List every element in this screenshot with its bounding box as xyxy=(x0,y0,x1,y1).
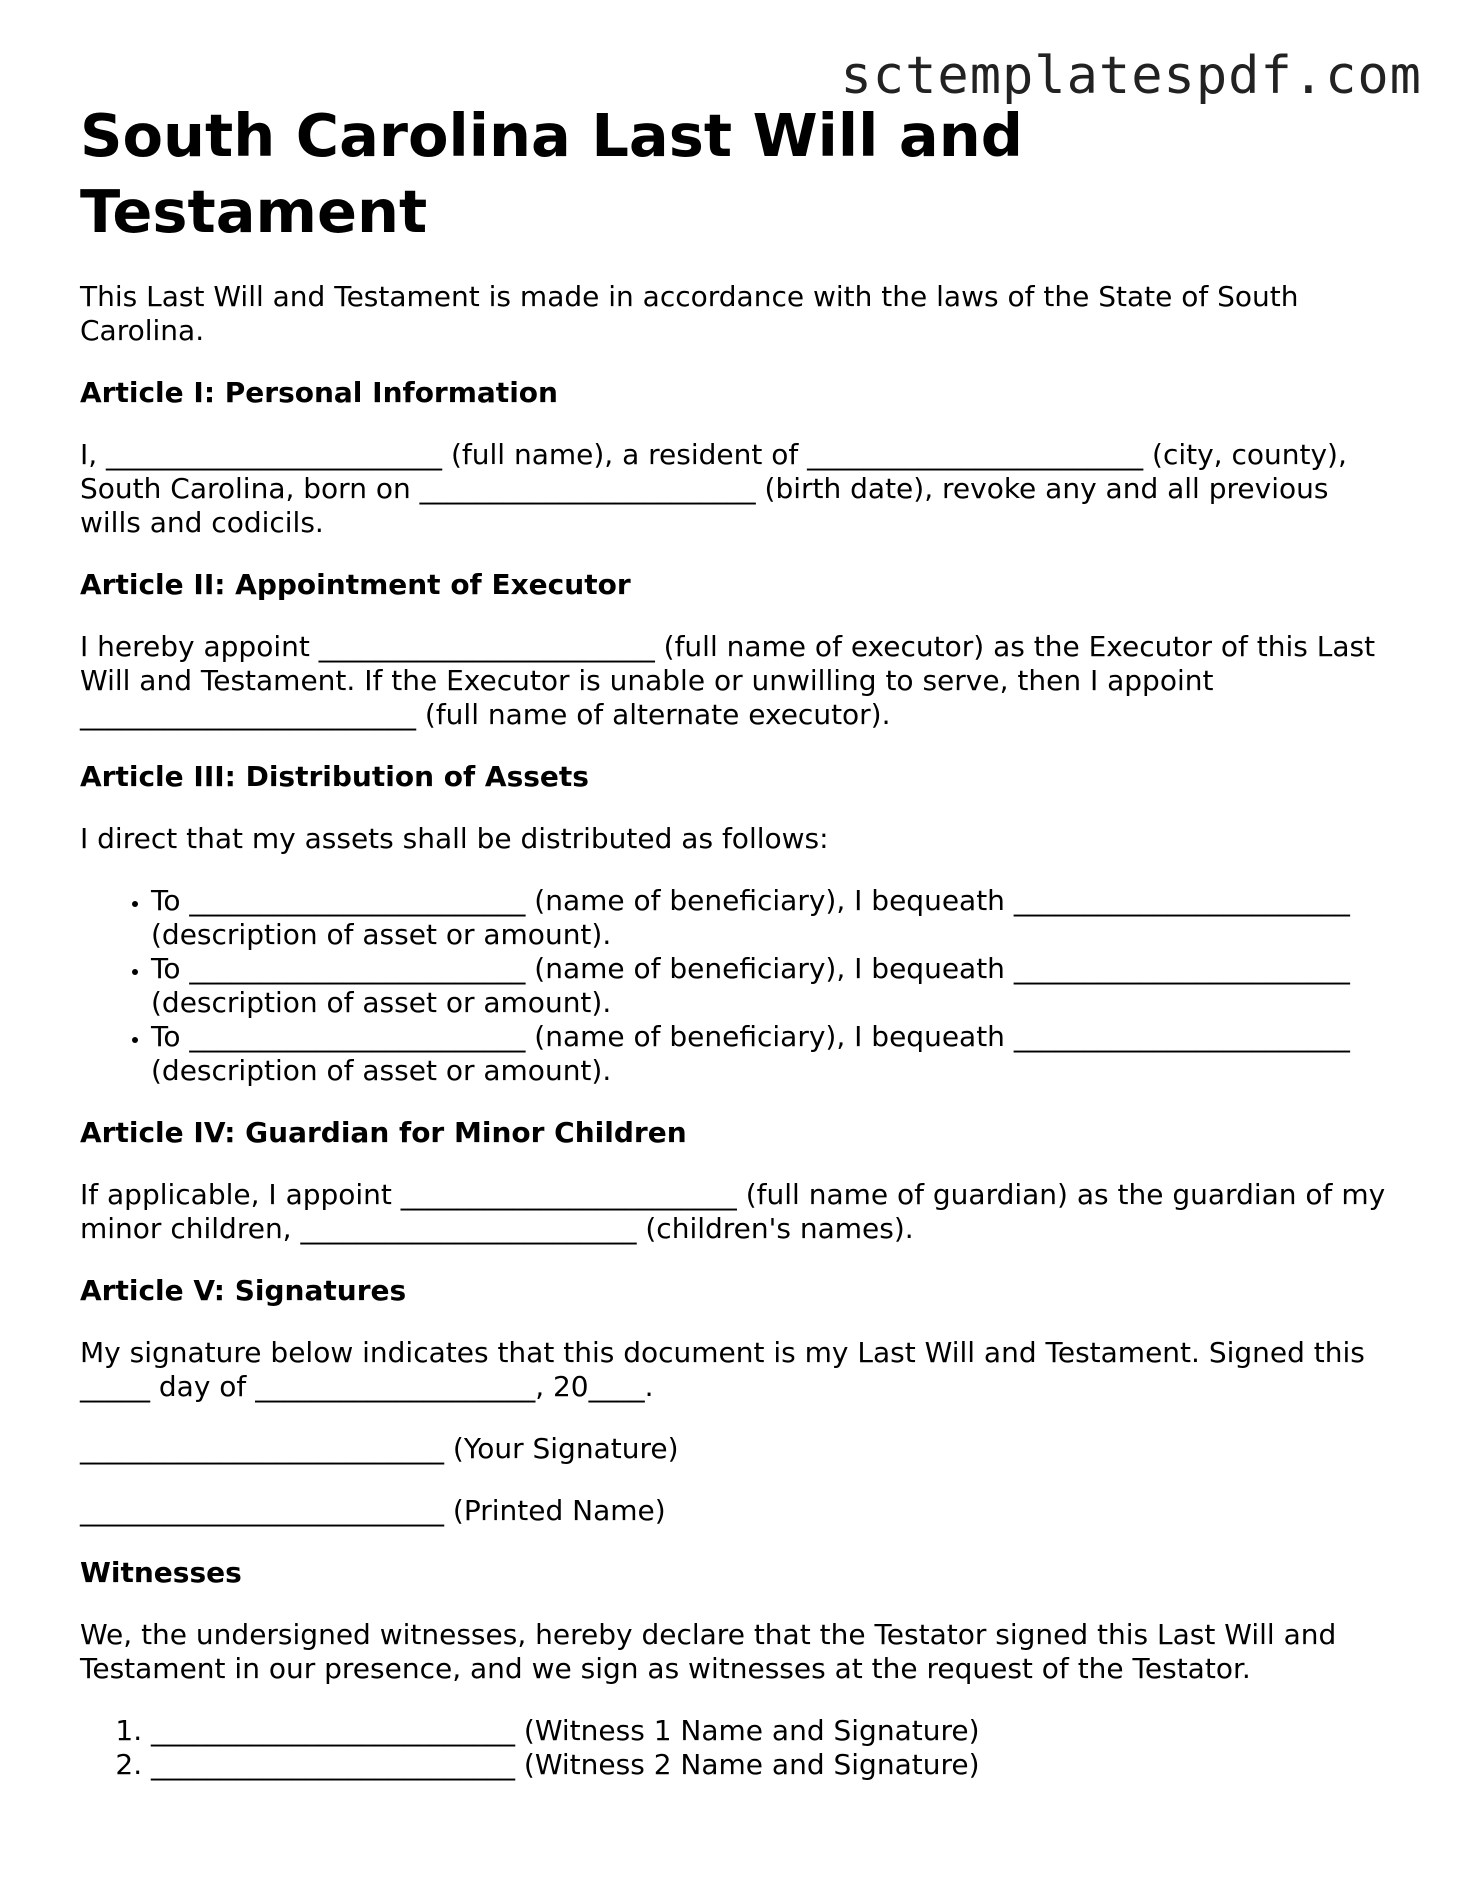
article-2-heading: Article II: Appointment of Executor xyxy=(80,568,631,601)
article-3-text: I direct that my assets shall be distributed as follows: xyxy=(80,822,829,855)
beneficiary-item: • To ________________________ (name of beneficiary), I bequeath ________________________ (description of asset or amount). xyxy=(151,952,1390,1020)
document-page xyxy=(80,98,1390,1810)
article-1-heading: Article I: Personal Information xyxy=(80,376,558,409)
witnesses-heading: Witnesses xyxy=(80,1556,242,1589)
witness-item: 2. __________________________ (Witness 2 Name and Signature) xyxy=(151,1748,1390,1782)
article-5-text: My signature below indicates that this document is my Last Will and Testament. Signed this _____ day of ____________________, 20____. xyxy=(80,1336,1365,1403)
witnesses-text: We, the undersigned witnesses, hereby declare that the Testator signed this Last Will and Testament in our presence, and we sign as witnesses at the request of the Testator. xyxy=(80,1618,1337,1685)
article-1-text: I, ________________________ (full name), a resident of ________________________ (city, county), South Carolina, born on ________________________ (birth date), revoke any and all previous wills and codicils. xyxy=(80,438,1347,539)
beneficiary-item: • To ________________________ (name of beneficiary), I bequeath ________________________ (description of asset or amount). xyxy=(151,1020,1390,1088)
witness-list xyxy=(80,1714,1390,1782)
page-title: South Carolina Last Will and Testament xyxy=(80,101,1023,246)
article-5-heading: Article V: Signatures xyxy=(80,1274,407,1307)
watermark: sctemplatespdf.com xyxy=(840,46,1422,106)
beneficiary-list xyxy=(80,884,1390,1088)
article-4-heading: Article IV: Guardian for Minor Children xyxy=(80,1116,687,1149)
article-4-text: If applicable, I appoint ________________________ (full name of guardian) as the guardian of my minor children, ________________________ (children's names). xyxy=(80,1178,1386,1245)
intro-paragraph: This Last Will and Testament is made in accordance with the laws of the State of South Carolina. xyxy=(80,280,1299,347)
article-2-text: I hereby appoint ________________________ (full name of executor) as the Executor of this Last Will and Testament. If the Executor is unable or unwilling to serve, then I appoint ________________________ (full name of alternate executor). xyxy=(80,630,1376,731)
beneficiary-item: • To ________________________ (name of beneficiary), I bequeath ________________________ (description of asset or amount). xyxy=(151,884,1390,952)
witness-item: 1. __________________________ (Witness 1 Name and Signature) xyxy=(151,1714,1390,1748)
signature-line: __________________________ (Your Signature) xyxy=(80,1432,679,1465)
article-3-heading: Article III: Distribution of Assets xyxy=(80,760,589,793)
printed-name-line: __________________________ (Printed Name) xyxy=(80,1494,666,1527)
